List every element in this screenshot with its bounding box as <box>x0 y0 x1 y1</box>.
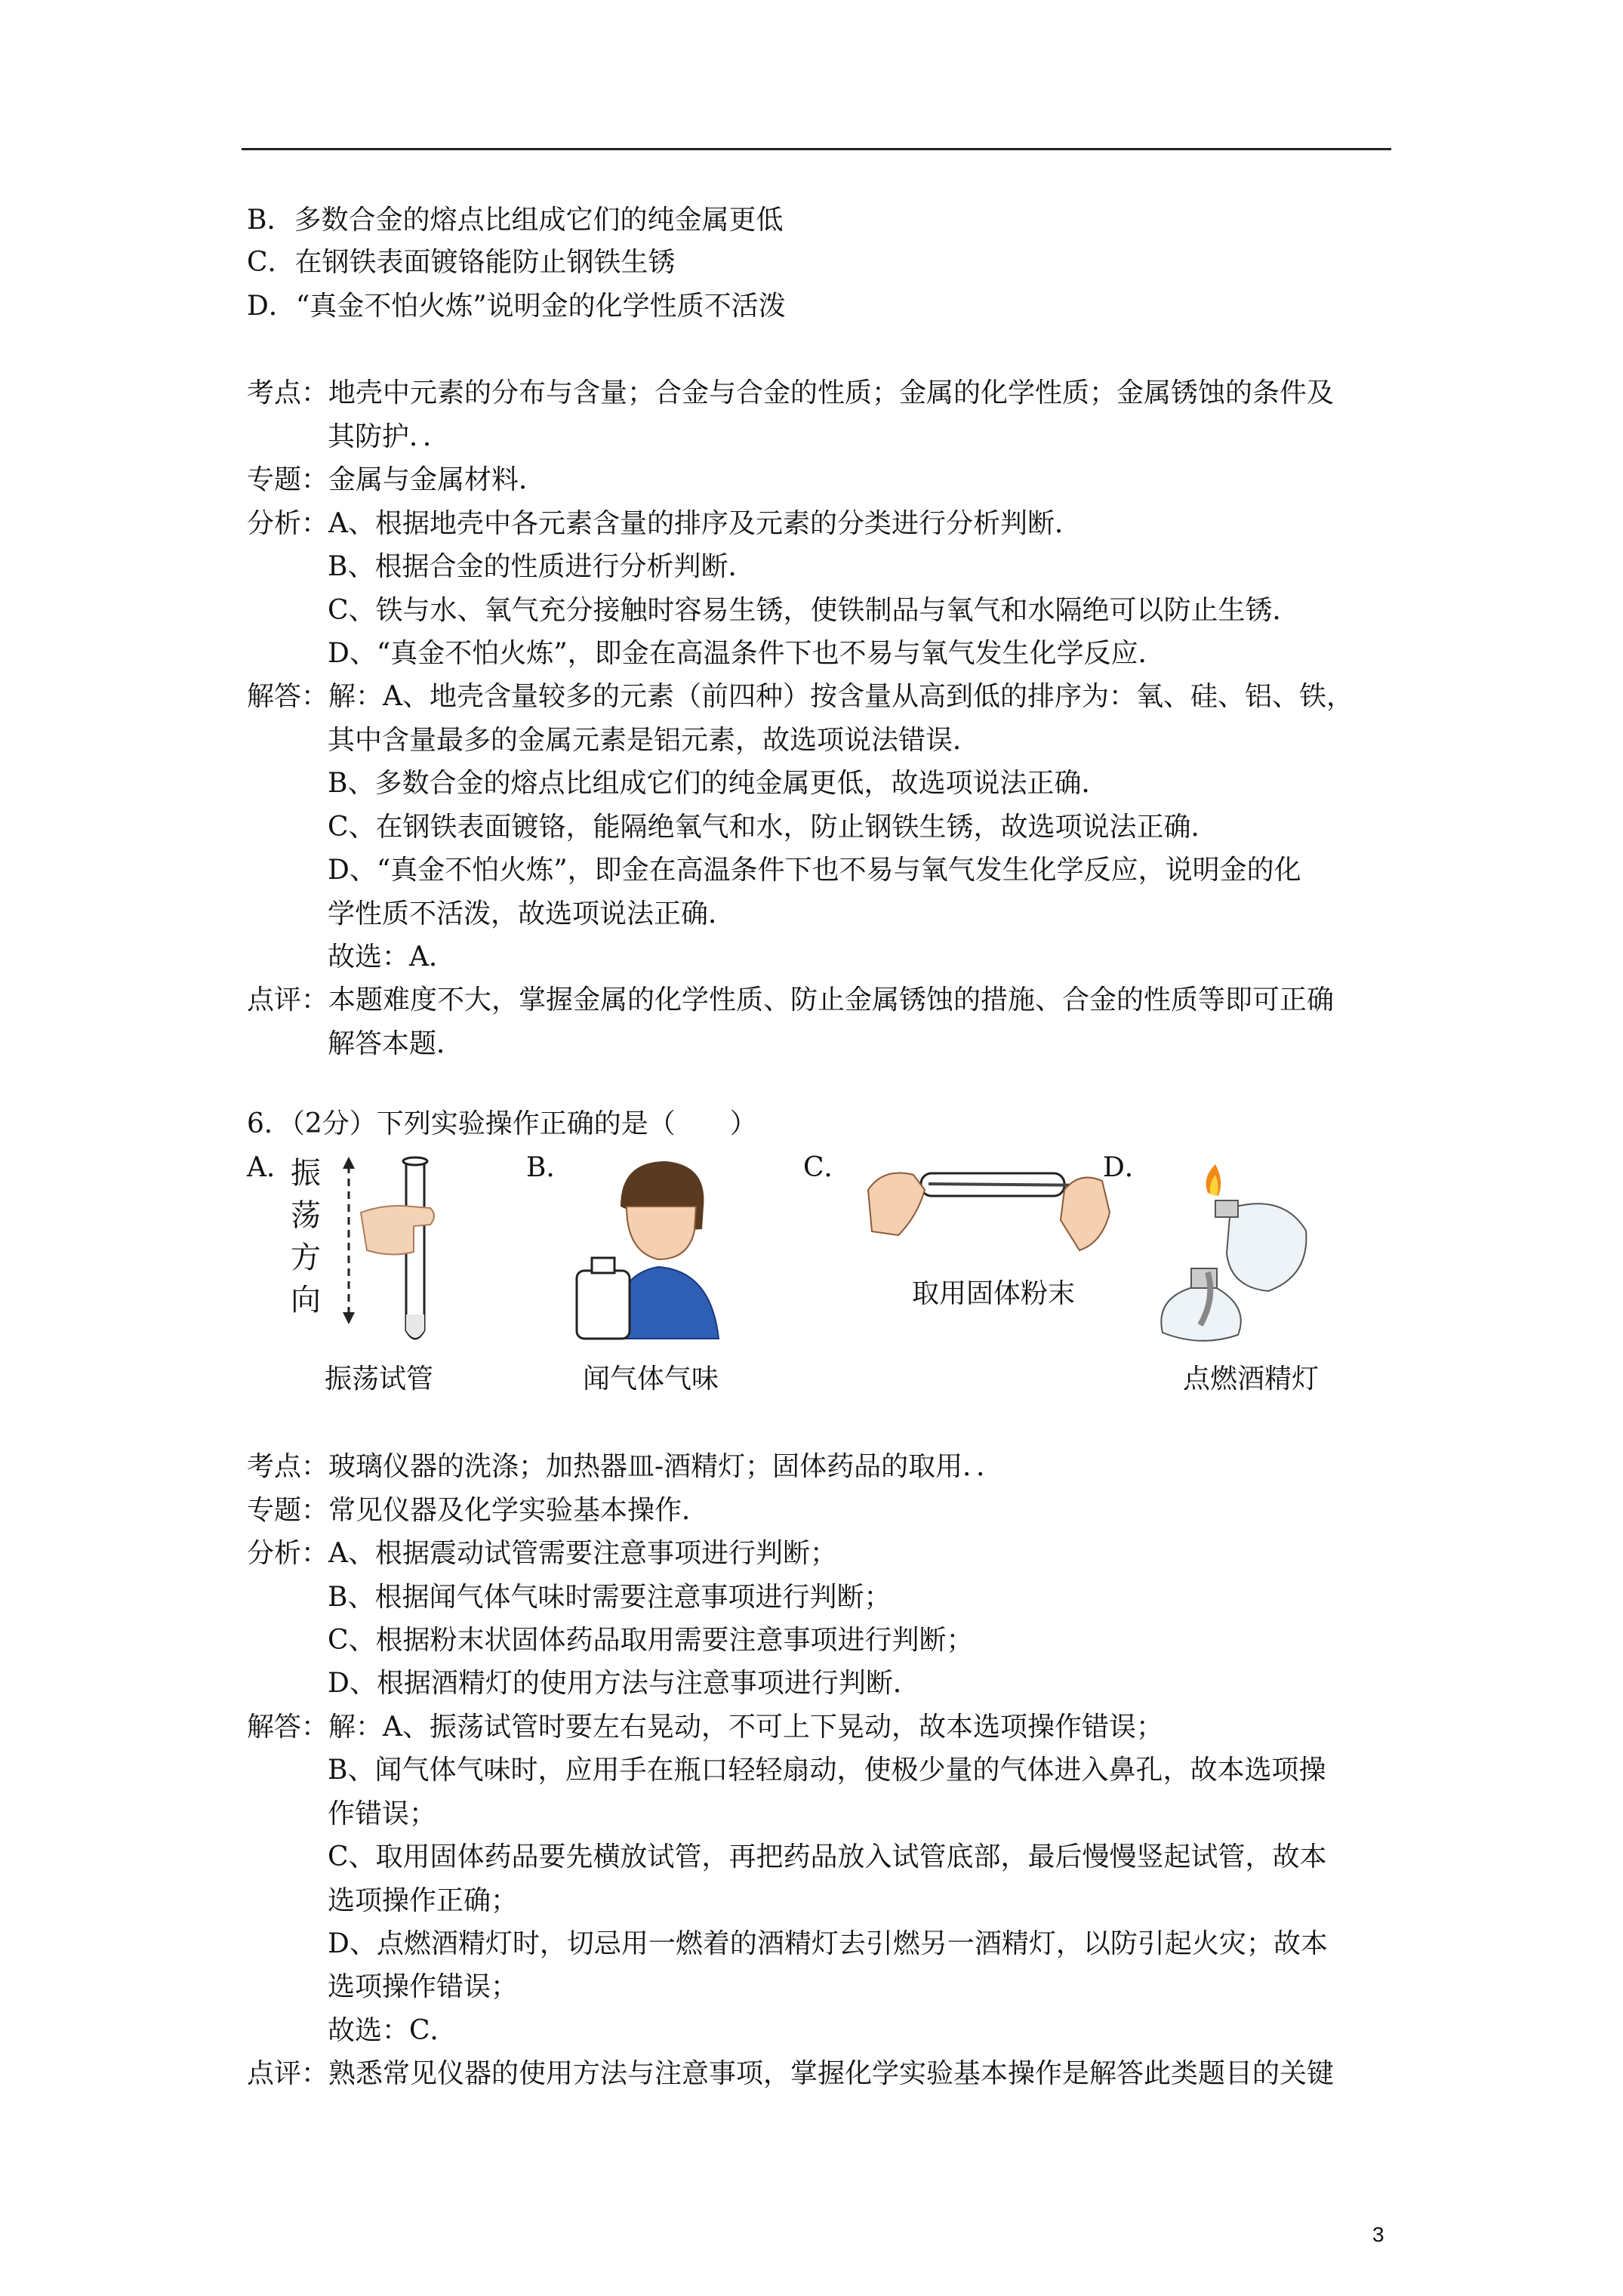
solid-powder-drawing <box>853 1145 1113 1273</box>
q6-zhuanti: 专题：常见仪器及化学实验基本操作． <box>247 1495 710 1526</box>
q6-fenxi-b: B、根据闻气体气味时需要注意事项进行判断； <box>328 1582 892 1613</box>
q6-jieda-a: 解答：解：A、振荡试管时要左右晃动，不可上下晃动，故本选项操作错误； <box>247 1712 1163 1743</box>
q6-jieda-d-cont: 选项操作错误； <box>328 1971 519 2002</box>
figure-shake-tube <box>287 1152 460 1356</box>
q6-fenxi-a: 分析：A、根据震动试管需要注意事项进行判断； <box>247 1538 837 1569</box>
q5-fenxi-c: C、铁与水、氧气充分接触时容易生锈，使铁制品与氧气和水隔绝可以防止生锈． <box>328 595 1300 626</box>
q6-label-b: B． <box>526 1152 574 1183</box>
fig-a-char-4: 向 <box>291 1283 321 1318</box>
q6-jieda-b-cont: 作错误； <box>328 1798 437 1829</box>
figure-solid-powder <box>853 1145 1113 1273</box>
caption-smell-gas: 闻气体气味 <box>583 1364 719 1395</box>
q5-answer: 故选：A． <box>328 942 456 972</box>
caption-solid-powder: 取用固体粉末 <box>912 1278 1076 1309</box>
q5-jieda-d-cont: 学性质不活泼，故选项说法正确． <box>328 898 736 929</box>
q5-fenxi-a: 分析：A、根据地壳中各元素含量的排序及元素的分类进行分析判断． <box>247 508 1082 539</box>
smell-gas-drawing <box>568 1146 726 1350</box>
q6-fenxi-c: C、根据粉末状固体药品取用需要注意事项进行判断； <box>328 1625 974 1656</box>
q6-jieda-b: B、闻气体气味时，应用手在瓶口轻轻扇动，使极少量的气体进入鼻孔，故本选项操 <box>328 1755 1326 1786</box>
q6-stem: 6．（2分）下列实验操作正确的是（ ） <box>247 1108 757 1139</box>
q5-fenxi-d: D、“真金不怕火炼”，即金在高温条件下也不易与氧气发生化学反应． <box>328 638 1166 669</box>
q5-kaodian-cont: 其防护．． <box>328 421 451 452</box>
q5-kaodian: 考点：地壳中元素的分布与含量；合金与合金的性质；金属的化学性质；金属锈蚀的条件及 <box>247 378 1335 408</box>
q6-label-c: C． <box>803 1152 852 1183</box>
q5-zhuanti: 专题：金属与金属材料． <box>247 464 547 495</box>
q6-dianping: 点评：熟悉常见仪器的使用方法与注意事项，掌握化学实验基本操作是解答此类题目的关键 <box>247 2058 1335 2089</box>
fig-a-char-2: 荡 <box>291 1198 321 1233</box>
q5-jieda-a: 解答：解：A、地壳含量较多的元素（前四种）按含量从高到低的排序为：氧、硅、铝、铁， <box>247 681 1354 712</box>
q5-jieda-d: D、“真金不怕火炼”，即金在高温条件下也不易与氧气发生化学反应，说明金的化 <box>328 855 1301 886</box>
q6-fenxi-d: D、根据酒精灯的使用方法与注意事项进行判断． <box>328 1668 920 1699</box>
caption-alcohol-lamp: 点燃酒精灯 <box>1183 1364 1320 1395</box>
shake-tube-drawing <box>287 1152 460 1356</box>
q6-jieda-c: C、取用固体药品要先横放试管，再把药品放入试管底部，最后慢慢竖起试管，故本 <box>328 1841 1327 1872</box>
q5-dianping: 点评：本题难度不大，掌握金属的化学性质、防止金属锈蚀的措施、合金的性质等即可正确 <box>247 985 1335 1015</box>
q5-option-c: C．在钢铁表面镀铬能防止钢铁生锈 <box>247 247 676 278</box>
q5-jieda-b: B、多数合金的熔点比组成它们的纯金属更低，故选项说法正确． <box>328 768 1109 799</box>
fig-a-char-3: 方 <box>291 1240 321 1275</box>
q6-jieda-d: D、点燃酒精灯时，切忌用一燃着的酒精灯去引燃另一酒精灯，以防引起火灾；故本 <box>328 1928 1328 1959</box>
figure-alcohol-lamp <box>1155 1163 1321 1351</box>
q6-jieda-c-cont: 选项操作正确； <box>328 1885 519 1916</box>
alcohol-lamp-drawing <box>1155 1163 1321 1351</box>
q5-fenxi-b: B、根据合金的性质进行分析判断． <box>328 551 756 582</box>
q6-answer: 故选：C． <box>328 2015 457 2046</box>
q5-option-d: D．“真金不怕火炼”说明金的化学性质不活泼 <box>247 291 786 322</box>
q5-dianping-cont: 解答本题． <box>328 1028 464 1059</box>
q6-label-d: D． <box>1103 1152 1152 1183</box>
q6-kaodian: 考点：玻璃仪器的洗涤；加热器皿-酒精灯；固体药品的取用．． <box>247 1451 1004 1482</box>
q5-jieda-a-cont: 其中含量最多的金属元素是铝元素，故选项说法错误． <box>328 725 981 756</box>
header-rule <box>242 148 1391 150</box>
q6-label-a: A． <box>247 1152 294 1183</box>
fig-a-char-1: 振 <box>291 1156 321 1191</box>
q5-option-b: B．多数合金的熔点比组成它们的纯金属更低 <box>247 205 784 236</box>
figure-smell-gas <box>568 1146 726 1350</box>
caption-shake-tube: 振荡试管 <box>325 1364 434 1395</box>
page-number: 3 <box>1372 2223 1384 2246</box>
q5-jieda-c: C、在钢铁表面镀铬，能隔绝氧气和水，防止钢铁生锈，故选项说法正确． <box>328 812 1218 843</box>
